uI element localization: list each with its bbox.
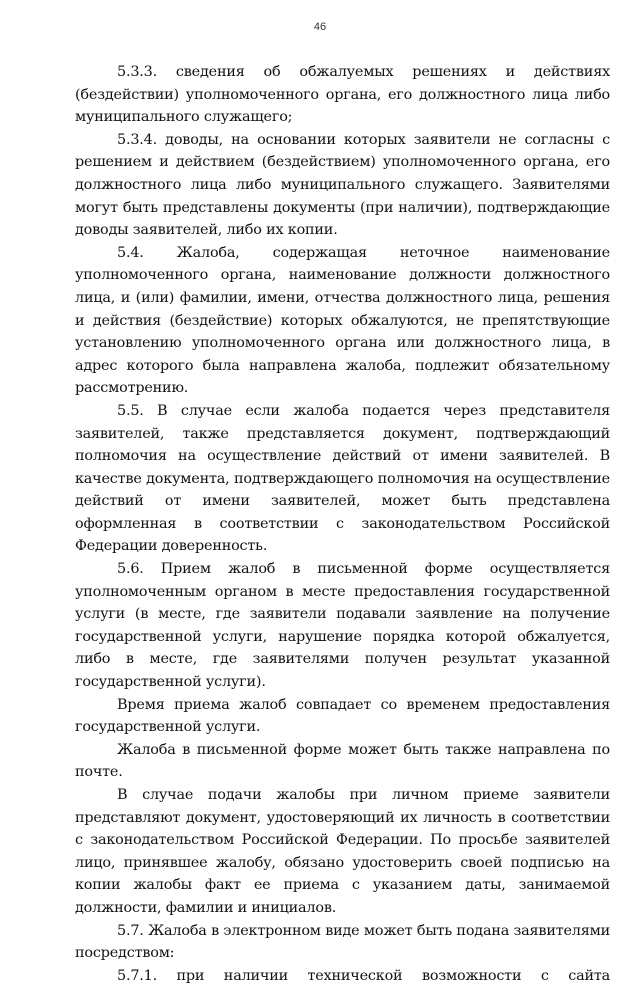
paragraph-5-3-4: 5.3.4. доводы, на основании которых заявители не согласны с решением и действием (бездействием) уполномоченного органа, его должностного лица либо муниципального служащего. Заявителями могут быть представлены документы (при наличии), подтверждающие доводы заявителей, либо их копии. [75, 131, 610, 239]
paragraph-5-7: 5.7. Жалоба в электронном виде может быть подана заявителями посредством: [75, 922, 610, 962]
paragraph-5-7-1: 5.7.1. при наличии технической возможности с сайта [117, 967, 610, 984]
paragraph-5-4: 5.4. Жалоба, содержащая неточное наименование уполномоченного органа, наименование должности должностного лица, и (или) фамилии, имени, отчества должностного лица, решения и действия (бездействие) которых обжалуются, не препятствующие установлению уполномоченного органа или должностного лица, в адрес которого была направлена жалоба, подлежит обязательному рассмотрению. [75, 244, 610, 397]
paragraph-mail-complaint: Жалоба в письменной форме может быть также направлена по почте. [75, 741, 610, 781]
paragraph-reception-time: Время приема жалоб совпадает со временем предоставления государственной услуги. [75, 696, 610, 736]
paragraph-5-6: 5.6. Прием жалоб в письменной форме осуществляется уполномоченным органом в месте предоставления государственной услуги (в месте, где заявители подавали заявление на получение государственной услуги, нарушение порядка которой обжалуется, либо в месте, где заявителями получен результат указанной государственной услуги). [75, 561, 610, 691]
page-number: 46 [313, 21, 327, 33]
paragraph-5-5: 5.5. В случае если жалоба подается через представителя заявителей, также представляется документ, подтверждающий полномочия на осуществление действий от имени заявителей. В качестве документа, подтверждающего полномочия на осуществление действий от имени заявителей, может быть представлена оформленная в соответствии с законодательством Российской Федерации доверенность. [75, 402, 610, 555]
paragraph-personal-reception: В случае подачи жалобы при личном приеме заявители представляют документ, удостоверяющий их личность в соответствии с законодательством Российской Федерации. По просьбе заявителей лицо, принявшее жалобу, обязано удостоверить своей подписью на копии жалобы факт ее приема с указанием даты, занимаемой должности, фамилии и инициалов. [75, 787, 610, 916]
paragraph-5-3-3: 5.3.3. сведения об обжалуемых решениях и действиях (бездействии) уполномоченного органа, его должностного лица либо муниципального служащего; [75, 64, 610, 126]
document-body [75, 61, 610, 987]
